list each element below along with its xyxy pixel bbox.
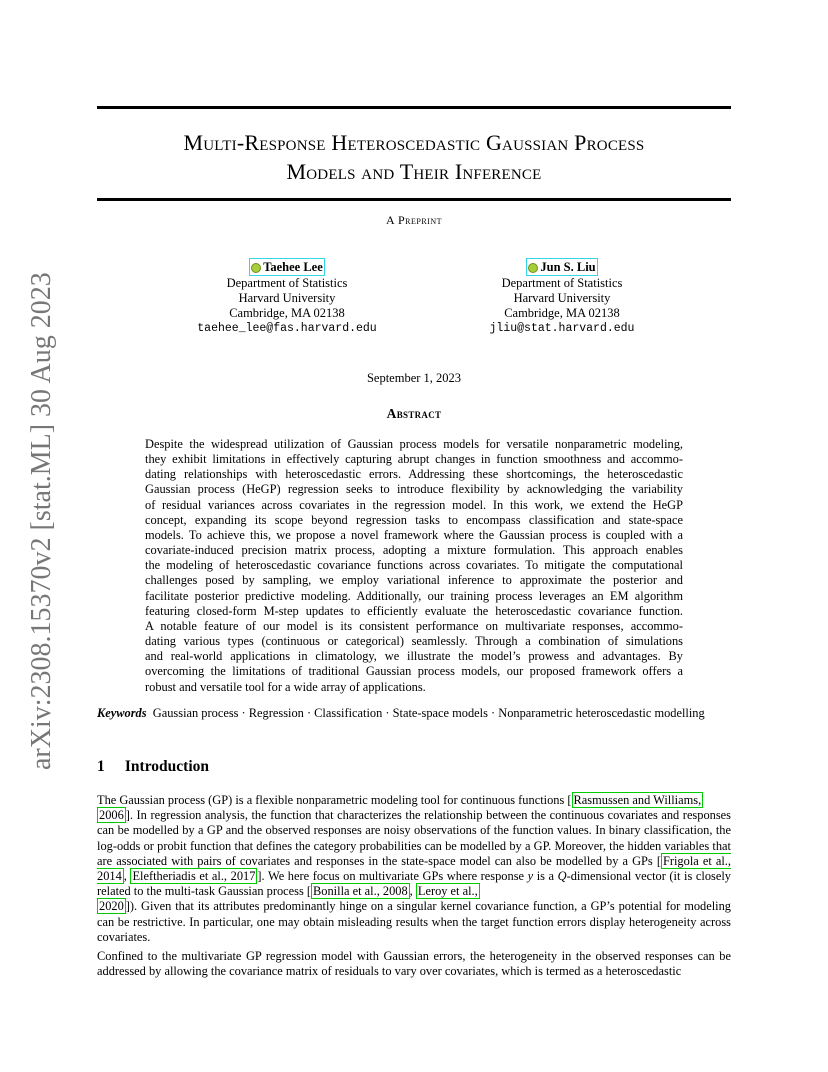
citation-text: 2006 bbox=[99, 808, 124, 823]
abstract-line: the modeling of heteroscedastic covariance functions across covariates. To mitigate the computational bbox=[145, 558, 683, 573]
citation-link[interactable] bbox=[416, 883, 480, 899]
section-number: 1 bbox=[97, 758, 105, 775]
text-run: ]. In regression analysis, the function that characterizes the relationship between the continuous covariates and responses can be modelled by a GP and the observed responses are noisy observations of the function values. In binary classification, the log-odds or probit function that defines the category probabilities can be modelled by a GP. Moreover, the hidden variables that are associated with pairs of covariates and responses in the state-space model can also be modelled by a GPs [ bbox=[97, 808, 731, 868]
citation-text: Rasmussen and Williams, bbox=[573, 793, 702, 807]
citation-text: Leroy et al., bbox=[417, 884, 478, 899]
abstract-line: robust and versatile tool for a wide array of applications. bbox=[145, 679, 426, 694]
text-run: -dimensional vector (it is closely related to the multi-task Gaussian process [ bbox=[97, 869, 731, 899]
intro-paragraph-2: Confined to the multivariate GP regression model with Gaussian errors, the heterogeneity in the observed responses can be addressed by allowing the covariance matrix of residuals to vary over covariates, which is termed as a heteroscedastic bbox=[97, 949, 731, 979]
text-run: ]). Given that its attributes predominantly hinge on a singular kernel covariance function, a GP’s potential for modeling can be restrictive. In particular, one may obtain misleading results when the target function errors display heterogeneity across covariates. bbox=[97, 899, 731, 944]
abstract-line: Despite the widespread utilization of Gaussian process models for versatile nonparametric modeling, bbox=[145, 437, 683, 451]
keywords bbox=[97, 706, 731, 721]
keywords-text: Gaussian process · Regression · Classification · State-space models · Nonparametric heteroscedastic modelling bbox=[152, 706, 705, 720]
author-2-link[interactable] bbox=[526, 258, 597, 276]
abstract-line: Gaussian process (HeGP) regression seeks to introduce flexibility by acknowledging the variability bbox=[145, 482, 683, 497]
title-top-rule bbox=[97, 106, 731, 109]
text-run: The Gaussian process (GP) is a flexible nonparametric modeling tool for continuous functions [ bbox=[97, 793, 572, 807]
author-2-name: Jun S. Liu bbox=[540, 260, 596, 274]
abstract-line: models. To achieve this, we propose a novel framework where the Gaussian process is coupled with a bbox=[145, 527, 683, 542]
abstract-line: concept, expanding its scope beyond regression tasks to encompass classification and state-space bbox=[145, 512, 683, 527]
citation-link[interactable] bbox=[97, 898, 126, 914]
orcid-icon[interactable] bbox=[528, 263, 538, 273]
author-1-email[interactable]: taehee_lee@fas.harvard.edu bbox=[197, 322, 377, 335]
title-line-2: Models and Their Inference bbox=[286, 159, 542, 184]
abstract-line: of residual variances across covariates in the regression model. In this work, we extend the HeGP bbox=[145, 497, 683, 512]
text-run: , bbox=[409, 884, 416, 899]
math-symbol: Q bbox=[557, 869, 567, 884]
arxiv-side-stamp: arXiv:2308.15370v2 [stat.ML] 30 Aug 2023 bbox=[26, 272, 57, 770]
author-block-2 bbox=[442, 258, 682, 336]
author-2-city: Cambridge, MA 02138 bbox=[504, 306, 620, 320]
author-2-department: Department of Statistics bbox=[501, 276, 623, 290]
text-run: , bbox=[123, 869, 131, 884]
abstract-line: featuring closed-form M-step updates to efficiently evaluate the heteroscedastic covariance function. bbox=[145, 603, 683, 618]
preprint-label: A Preprint bbox=[385, 213, 442, 227]
abstract-line: facilitate posterior predictive modeling. Additionally, our training process leverages an EM algorithm bbox=[145, 588, 683, 603]
abstract-line: they exhibit limitations in effectively capturing abrupt changes in function smoothness and accommo- bbox=[145, 452, 683, 467]
math-symbol: y bbox=[527, 869, 534, 884]
abstract-line: and real-world applications in climatology, we illustrate the model’s prowess and advantages. By bbox=[145, 649, 683, 664]
citation-text: Bonilla et al., 2008 bbox=[313, 884, 408, 899]
author-block-1 bbox=[167, 258, 407, 336]
section-title: Introduction bbox=[124, 758, 209, 775]
publication-date: September 1, 2023 bbox=[366, 371, 462, 385]
citation-link[interactable] bbox=[97, 807, 126, 823]
abstract-heading: Abstract bbox=[386, 406, 442, 421]
abstract-line: A notable feature of our model is its consistent performance on multivariate responses, accommo- bbox=[145, 618, 683, 633]
abstract-line: covariate-induced precision matrix process, adopting a mixture formulation. This approach enables bbox=[145, 543, 683, 558]
author-1-city: Cambridge, MA 02138 bbox=[229, 306, 345, 320]
author-1-name: Taehee Lee bbox=[263, 260, 323, 274]
author-1-department: Department of Statistics bbox=[226, 276, 348, 290]
author-1-university: Harvard University bbox=[238, 291, 336, 305]
text-run: is a bbox=[533, 869, 558, 884]
title-bottom-rule bbox=[97, 198, 731, 201]
abstract-body bbox=[145, 437, 683, 695]
text-run: ]. We here focus on multivariate GPs where response bbox=[257, 869, 528, 884]
orcid-icon[interactable] bbox=[251, 263, 261, 273]
citation-text: Eleftheriadis et al., 2017 bbox=[132, 869, 256, 884]
abstract-line: challenges posed by sampling, we employ variational inference to approximate the posterior and bbox=[145, 573, 683, 588]
author-2-email[interactable]: jliu@stat.harvard.edu bbox=[489, 322, 635, 335]
intro-paragraph-1 bbox=[97, 793, 731, 945]
author-2-university: Harvard University bbox=[513, 291, 611, 305]
citation-link[interactable] bbox=[311, 883, 410, 899]
citation-text: Frigola et al., 2014 bbox=[97, 853, 731, 884]
abstract-line: dating relationships with heteroscedastic errors. Addressing these shortcomings, the heteroscedastic bbox=[145, 467, 683, 482]
abstract-line: overcoming the limitations of traditional Gaussian process models, our proposed framework offers a bbox=[145, 664, 683, 679]
citation-text: 2020 bbox=[99, 899, 124, 914]
keywords-label: Keywords bbox=[97, 706, 147, 720]
author-1-link[interactable] bbox=[249, 258, 325, 276]
citation-link[interactable] bbox=[130, 868, 257, 884]
title-line-1: Multi-Response Heteroscedastic Gaussian Process bbox=[183, 130, 645, 155]
citation-link[interactable] bbox=[572, 792, 704, 808]
section-heading bbox=[97, 758, 209, 776]
paper-title bbox=[97, 128, 731, 186]
abstract-line: dating various types (continuous or categorical) seamlessly. Through a combination of simulations bbox=[145, 634, 683, 649]
